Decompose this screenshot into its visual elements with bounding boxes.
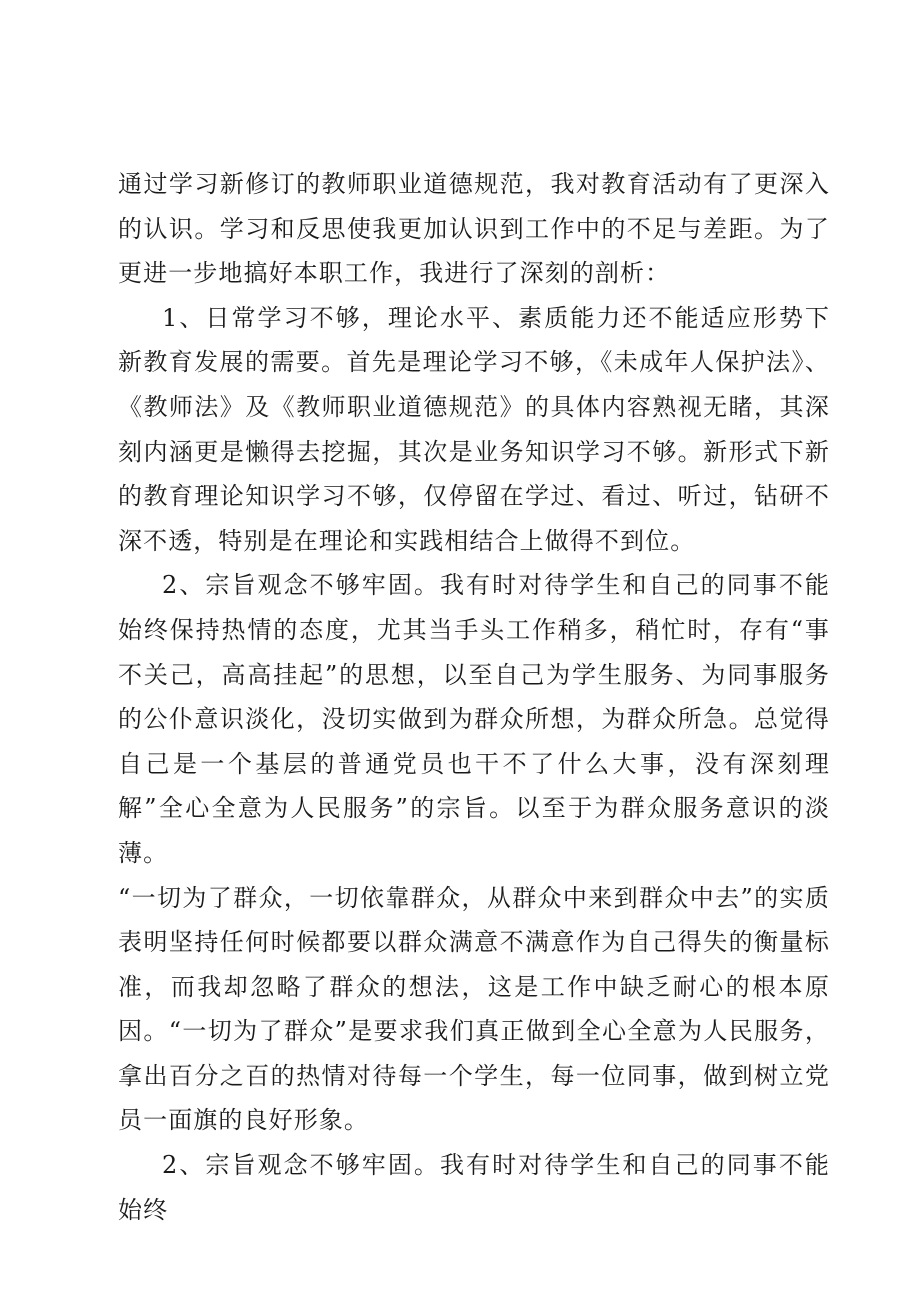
- paragraph-point-1: 1、日常学习不够，理论水平、素质能力还不能适应形势下新教育发展的需要。首先是理论学习不够，《未成年人保护法》、《教师法》及《教师职业道德规范》的具体内容熟视无睹，其深刻内涵更是懒得去挖掘，其次是业务知识学习不够。新形式下新的教育理论知识学习不够，仅停留在学过、看过、听过，钻研不深不透，特别是在理论和实践相结合上做得不到位。: [118, 303, 830, 555]
- paragraph-point-2-repeat: 2、宗旨观念不够牢固。我有时对待学生和自己的同事不能始终: [118, 1151, 830, 1224]
- paragraph-intro: 通过学习新修订的教师职业道德规范，我对教育活动有了更深入的认识。学习和反思使我更加认识到工作中的不足与差距。为了更进一步地搞好本职工作，我进行了深刻的剖析：: [118, 170, 830, 288]
- document-body: [118, 162, 830, 1232]
- paragraph-point-2: 2、宗旨观念不够牢固。我有时对待学生和自己的同事不能始终保持热情的态度，尤其当手头工作稍多，稍忙时，存有“事不关己，高高挂起”的思想，以至自己为学生服务、为同事服务的公仆意识淡化，没切实做到为群众所想，为群众所急。总觉得自己是一个基层的普通党员也干不了什么大事，没有深刻理解”全心全意为人民服务”的宗旨。以至于为群众服务意识的淡薄。: [118, 571, 830, 867]
- paragraph-quote: “一切为了群众，一切依靠群众，从群众中来到群众中去”的实质表明坚持任何时候都要以群众满意不满意作为自己得失的衡量标准，而我却忽略了群众的想法，这是工作中缺乏耐心的根本原因。“一切为了群众”是要求我们真正做到全心全意为人民服务，拿出百分之百的热情对待每一个学生，每一位同事，做到树立党员一面旗的良好形象。: [118, 883, 830, 1135]
